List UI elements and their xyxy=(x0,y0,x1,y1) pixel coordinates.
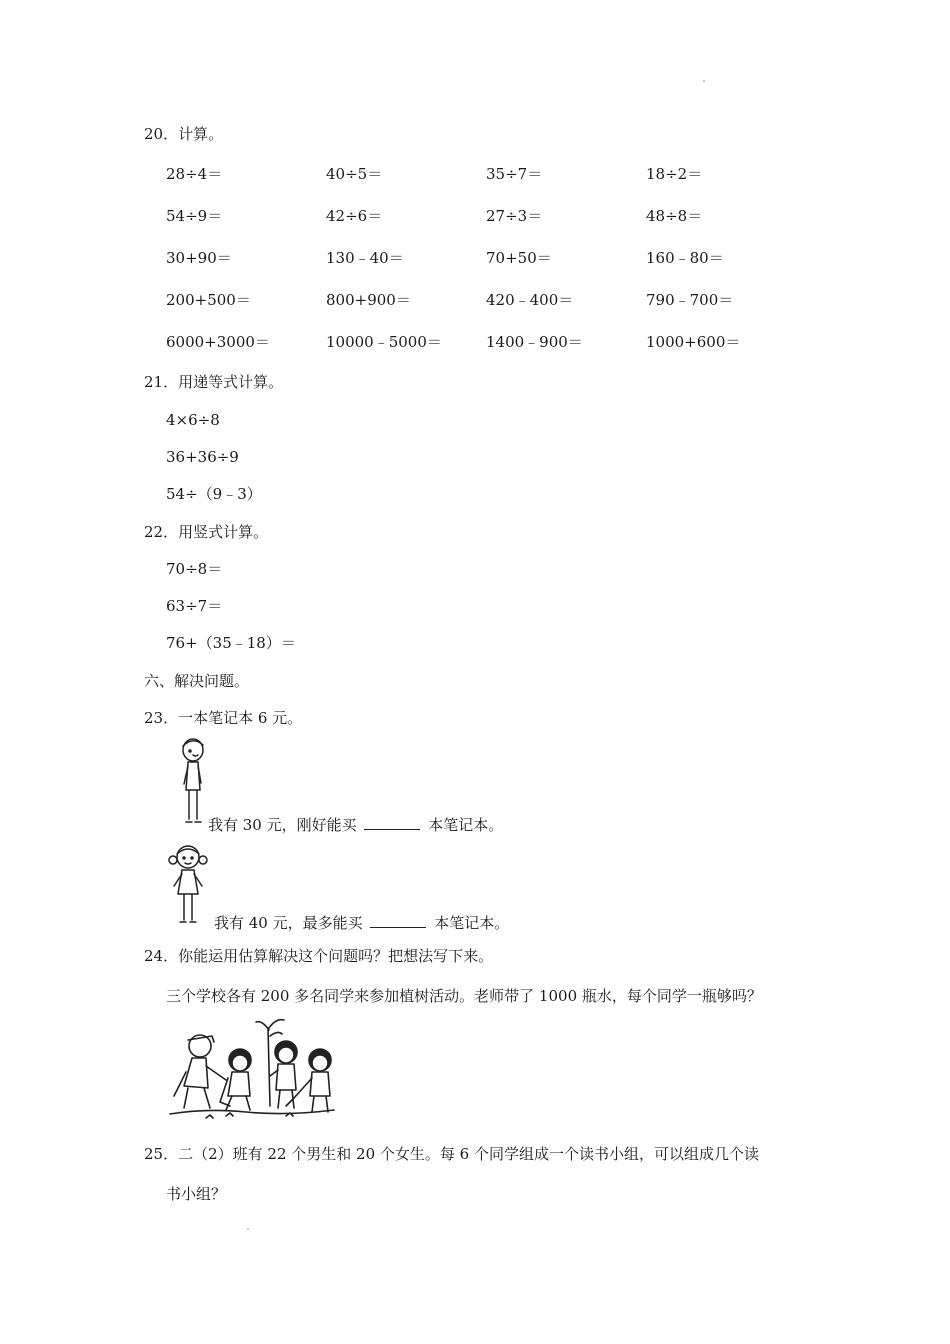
q20-cell: 10000﹣5000＝ xyxy=(326,333,442,351)
q25-text-line2: 书小组？ xyxy=(166,1185,227,1203)
q20-title: 20．计算。 xyxy=(144,125,224,143)
boy-illustration xyxy=(176,736,210,828)
q20-cell: 130﹣40＝ xyxy=(326,249,404,267)
q20-cell: 54÷9＝ xyxy=(166,207,223,225)
q23-girl-statement xyxy=(214,913,509,933)
q20-cell: 800+900＝ xyxy=(326,291,411,309)
girl-illustration xyxy=(166,842,210,928)
q21-item: 36+36÷9 xyxy=(166,448,239,466)
q23-boy-answer-blank[interactable] xyxy=(364,815,420,830)
q23-girl-answer-blank[interactable] xyxy=(370,913,426,928)
q20-cell: 1400﹣900＝ xyxy=(486,333,583,351)
q23-girl-suffix: 本笔记本。 xyxy=(434,914,510,932)
section-title: 六、解决问题。 xyxy=(144,672,250,690)
scan-dot xyxy=(247,1228,249,1230)
q21-item: 4×6÷8 xyxy=(166,411,220,429)
q20-cell: 1000+600＝ xyxy=(646,333,741,351)
q21-item: 54÷（9﹣3） xyxy=(166,485,262,503)
q20-cell: 40÷5＝ xyxy=(326,165,383,183)
tree-planting-illustration xyxy=(166,1016,338,1122)
q23-boy-text: 我有 30 元，刚好能买 xyxy=(208,816,357,834)
q23-boy-statement xyxy=(208,815,503,835)
q21-title: 21．用递等式计算。 xyxy=(144,373,284,391)
q20-cell: 420﹣400＝ xyxy=(486,291,574,309)
q20-cell: 28÷4＝ xyxy=(166,165,223,183)
q23-boy-suffix: 本笔记本。 xyxy=(428,816,504,834)
q20-cell: 790﹣700＝ xyxy=(646,291,734,309)
q23-title: 23．一本笔记本 6 元。 xyxy=(144,709,303,727)
q20-cell: 48÷8＝ xyxy=(646,207,703,225)
q20-cell: 6000+3000＝ xyxy=(166,333,270,351)
q20-cell: 18÷2＝ xyxy=(646,165,703,183)
q20-cell: 160﹣80＝ xyxy=(646,249,724,267)
q22-title: 22．用竖式计算。 xyxy=(144,523,269,541)
q20-cell: 35÷7＝ xyxy=(486,165,543,183)
q24-text: 三个学校各有 200 多名同学来参加植树活动。老师带了 1000 瓶水，每个同学一瓶够吗？ xyxy=(166,987,762,1005)
q22-item: 76+（35﹣18）＝ xyxy=(166,634,296,652)
q20-cell: 27÷3＝ xyxy=(486,207,543,225)
q20-cell: 70+50＝ xyxy=(486,249,552,267)
q20-cell: 200+500＝ xyxy=(166,291,251,309)
q20-cell: 30+90＝ xyxy=(166,249,232,267)
q22-item: 70÷8＝ xyxy=(166,560,223,578)
q20-cell: 42÷6＝ xyxy=(326,207,383,225)
scan-dot xyxy=(703,80,705,82)
q22-item: 63÷7＝ xyxy=(166,597,223,615)
q24-title: 24．你能运用估算解决这个问题吗？把想法写下来。 xyxy=(144,947,494,965)
q25-text-line1: 25．二（2）班有 22 个男生和 20 个女生。每 6 个同学组成一个读书小组，可以组成几个读 xyxy=(144,1145,759,1163)
q23-girl-text: 我有 40 元，最多能买 xyxy=(214,914,363,932)
